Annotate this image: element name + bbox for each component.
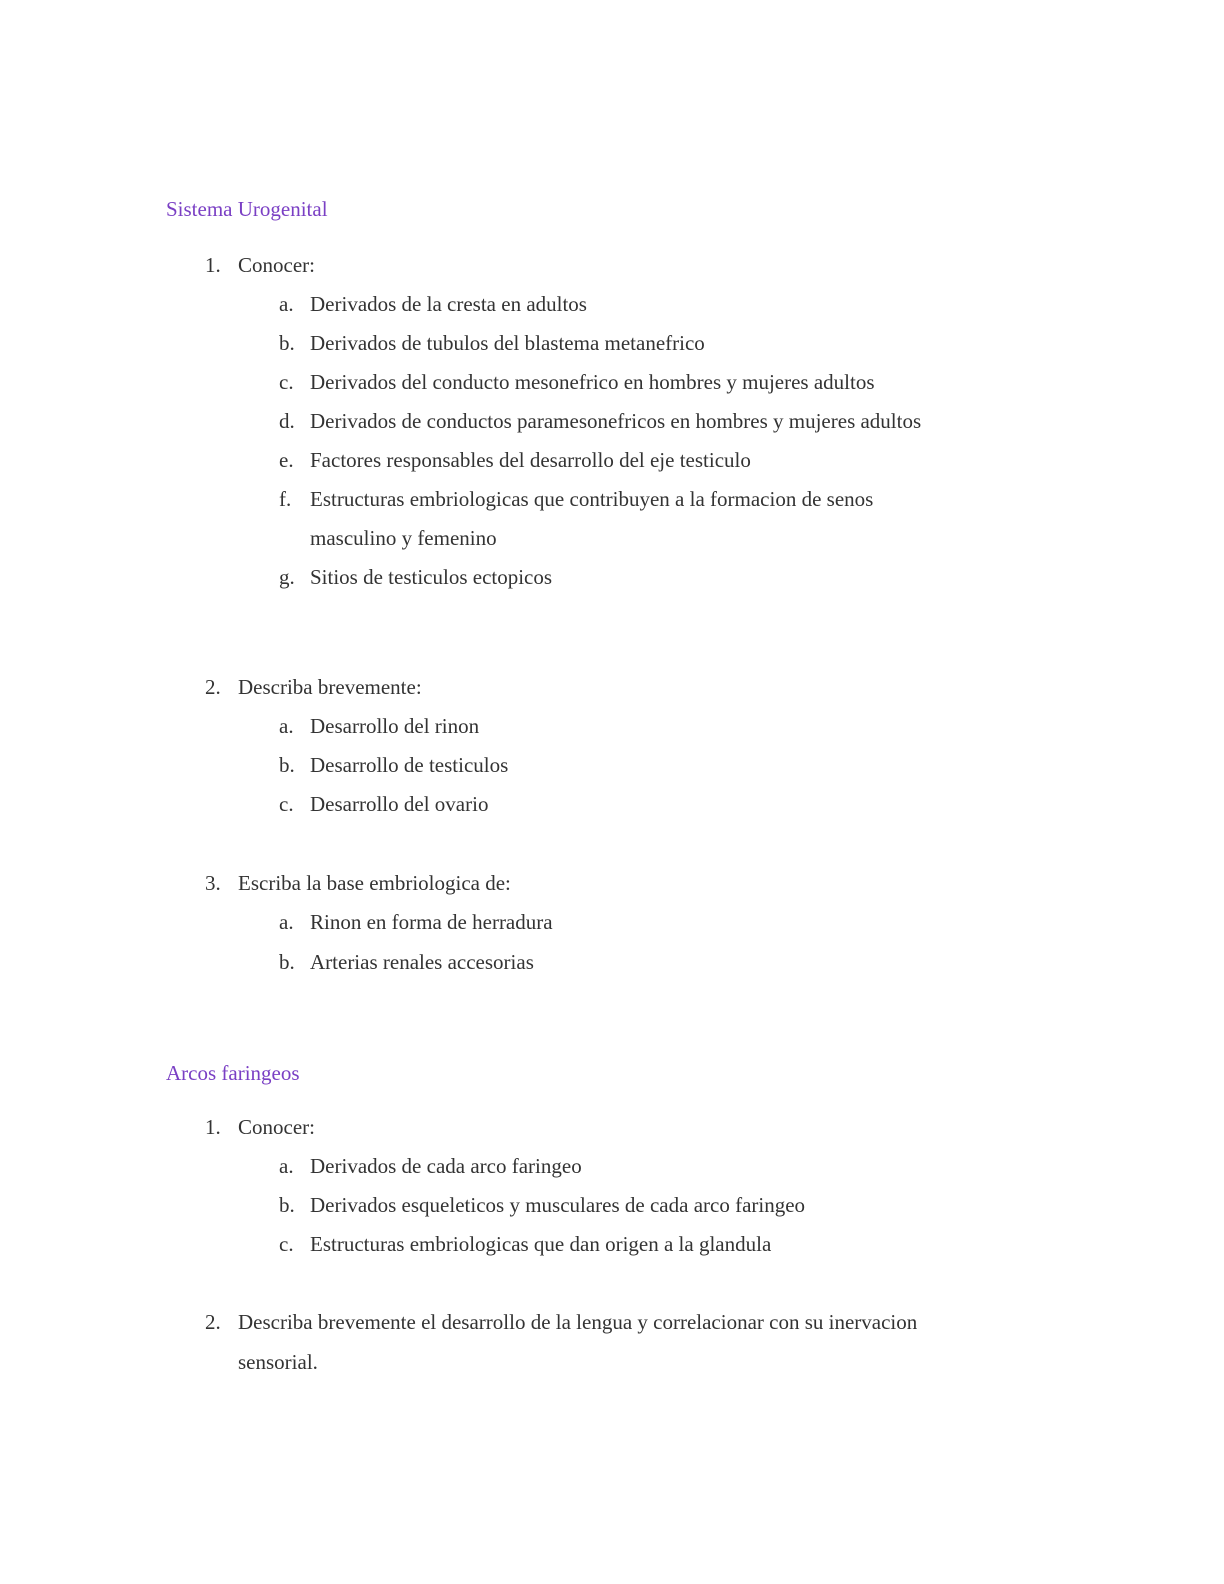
item-number: 1. [205,1115,221,1139]
item-text: Describa brevemente: [238,675,422,699]
item-text: Factores responsables del desarrollo del eje testiculo [310,448,751,472]
item-letter: f. [279,487,292,511]
item-number: 2. [205,675,221,699]
section-heading: Arcos faringeos [166,1061,300,1085]
item-letter: c. [279,792,294,816]
item-text: Escriba la base embriologica de: [238,871,511,895]
item-text: Desarrollo del rinon [310,714,480,738]
item-letter: b. [279,753,295,777]
item-letter: a. [279,910,294,934]
item-letter: b. [279,1193,295,1217]
item-number: 3. [205,871,221,895]
item-text: Sitios de testiculos ectopicos [310,565,553,589]
item-text: Derivados de la cresta en adultos [310,292,587,316]
item-number: 1. [205,253,221,277]
item-text: Derivados de tubulos del blastema metanefrico [310,331,705,355]
item-letter: c. [279,1232,294,1256]
item-text: Estructuras embriologicas que dan origen a la glandula [310,1232,772,1256]
item-letter: a. [279,1154,294,1178]
item-text-continuation: masculino y femenino [310,526,497,550]
item-letter: d. [279,409,295,433]
item-text: Rinon en forma de herradura [310,910,553,934]
item-text: Conocer: [238,1115,315,1139]
item-text: Conocer: [238,253,315,277]
item-text-continuation: sensorial. [238,1350,318,1374]
item-letter: b. [279,331,295,355]
item-text: Estructuras embriologicas que contribuyen a la formacion de senos [310,487,874,511]
item-number: 2. [205,1310,221,1334]
item-text: Derivados de cada arco faringeo [310,1154,582,1178]
item-text: Derivados esqueleticos y musculares de cada arco faringeo [310,1193,806,1217]
item-text: Desarrollo del ovario [310,792,489,816]
item-text: Derivados del conducto mesonefrico en hombres y mujeres adultos [310,370,875,394]
item-text: Describa brevemente el desarrollo de la lengua y correlacionar con su inervacion [238,1310,918,1334]
item-text: Arterias renales accesorias [310,950,534,974]
item-letter: a. [279,714,294,738]
section-heading: Sistema Urogenital [166,197,328,221]
item-letter: b. [279,950,295,974]
item-text: Desarrollo de testiculos [310,753,509,777]
item-letter: g. [279,565,295,589]
item-text: Derivados de conductos paramesonefricos en hombres y mujeres adultos [310,409,922,433]
item-letter: c. [279,370,294,394]
item-letter: a. [279,292,294,316]
item-letter: e. [279,448,294,472]
